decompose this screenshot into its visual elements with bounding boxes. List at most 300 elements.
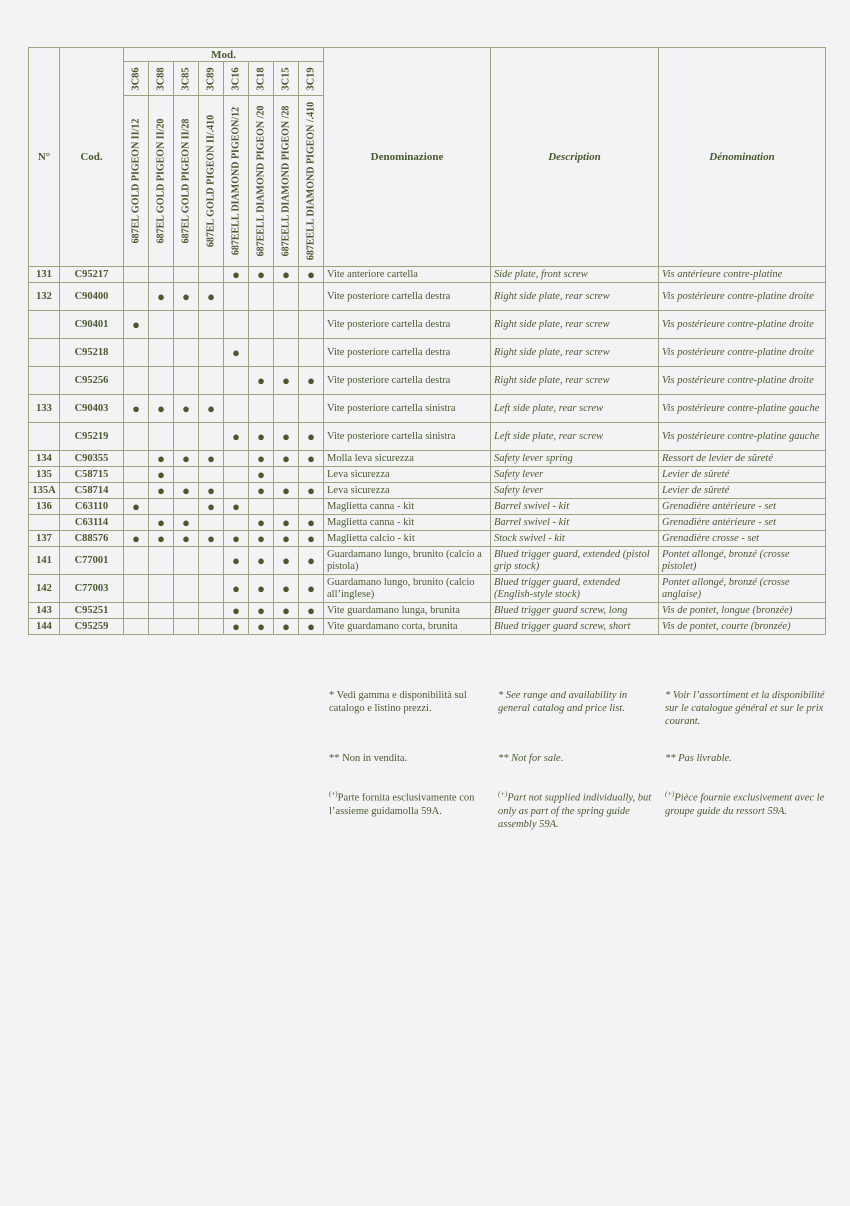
row-code: C77003 <box>60 575 124 603</box>
model-empty-cell <box>124 339 149 367</box>
model-dot-cell <box>224 499 249 515</box>
row-denomination: Vis postérieure contre-platine droite <box>659 339 826 367</box>
model-empty-cell <box>174 267 199 283</box>
row-denominazione: Vite anteriore cartella <box>324 267 491 283</box>
model-dot-cell <box>174 395 199 423</box>
model-dot-cell <box>224 603 249 619</box>
dot-icon: ● <box>132 317 140 332</box>
row-denomination: Vis postérieure contre-platine droite <box>659 311 826 339</box>
row-description: Blued trigger guard, extended (pistol grip stock) <box>491 547 659 575</box>
row-description: Safety lever <box>491 483 659 499</box>
dot-icon: ● <box>257 581 265 596</box>
model-dot-cell <box>199 531 224 547</box>
model-code: 3C86 <box>130 66 142 91</box>
dot-icon: ● <box>157 451 165 466</box>
row-code: C90400 <box>60 283 124 311</box>
row-denominazione: Maglietta canna - kit <box>324 499 491 515</box>
note-exclusive-text: Pièce fournie exclusivement avec le groupe guide du ressort 59A. <box>665 792 825 817</box>
note-not-for-sale: ** Pas livrable. <box>665 753 732 764</box>
row-num: 144 <box>29 619 60 635</box>
model-name-cell <box>149 96 174 267</box>
model-empty-cell <box>174 499 199 515</box>
row-denomination: Grenadière crosse - set <box>659 531 826 547</box>
dot-icon: ● <box>282 553 290 568</box>
note-not-for-sale: ** Not for sale. <box>498 753 564 764</box>
model-empty-cell <box>274 499 299 515</box>
model-empty-cell <box>149 367 174 395</box>
note-marker: (+) <box>498 790 508 798</box>
dot-icon: ● <box>232 267 240 282</box>
row-denomination: Pontet allongé, bronzé (crosse anglaise) <box>659 575 826 603</box>
row-code: C95219 <box>60 423 124 451</box>
model-empty-cell <box>174 311 199 339</box>
model-empty-cell <box>174 467 199 483</box>
model-empty-cell <box>224 467 249 483</box>
dot-icon: ● <box>282 429 290 444</box>
dot-icon: ● <box>257 429 265 444</box>
model-empty-cell <box>299 467 324 483</box>
model-dot-cell <box>224 267 249 283</box>
row-description: Left side plate, rear screw <box>491 423 659 451</box>
dot-icon: ● <box>282 515 290 530</box>
model-empty-cell <box>174 547 199 575</box>
dot-icon: ● <box>232 603 240 618</box>
model-name: 687EELL DIAMOND PIGEON /20 <box>255 105 267 257</box>
model-empty-cell <box>174 575 199 603</box>
row-denominazione: Vite posteriore cartella destra <box>324 283 491 311</box>
model-dot-cell <box>224 619 249 635</box>
dot-icon: ● <box>157 467 165 482</box>
row-code: C63114 <box>60 515 124 531</box>
model-empty-cell <box>199 603 224 619</box>
header-denomination: Dénomination <box>659 48 826 267</box>
model-dot-cell <box>174 483 199 499</box>
dot-icon: ● <box>307 603 315 618</box>
table-row <box>29 423 826 451</box>
model-name: 687EELL DIAMOND PIGEON/12 <box>230 106 242 256</box>
dot-icon: ● <box>307 373 315 388</box>
dot-icon: ● <box>232 429 240 444</box>
note-range: * Voir l’assortiment et la disponibilité sur le catalogue général et sur le prix courant. <box>665 690 825 727</box>
dot-icon: ● <box>307 451 315 466</box>
row-denominazione: Guardamano lungo, brunito (calcio a pistola) <box>324 547 491 575</box>
model-dot-cell <box>274 515 299 531</box>
model-empty-cell <box>224 283 249 311</box>
dot-icon: ● <box>282 451 290 466</box>
row-denominazione: Guardamano lungo, brunito (calcio all’inglese) <box>324 575 491 603</box>
row-num: 143 <box>29 603 60 619</box>
row-description: Left side plate, rear screw <box>491 395 659 423</box>
row-num: 133 <box>29 395 60 423</box>
row-code: C58714 <box>60 483 124 499</box>
model-dot-cell <box>224 575 249 603</box>
dot-icon: ● <box>157 531 165 546</box>
row-num: 134 <box>29 451 60 467</box>
model-dot-cell <box>149 283 174 311</box>
dot-icon: ● <box>257 515 265 530</box>
table-body <box>29 267 826 635</box>
dot-icon: ● <box>207 289 215 304</box>
row-denomination: Vis postérieure contre-platine droite <box>659 367 826 395</box>
model-name-cell <box>174 96 199 267</box>
dot-icon: ● <box>182 451 190 466</box>
row-description: Blued trigger guard, extended (English-style stock) <box>491 575 659 603</box>
header-description: Description <box>491 48 659 267</box>
model-dot-cell <box>249 515 274 531</box>
table-row <box>29 619 826 635</box>
model-empty-cell <box>199 619 224 635</box>
model-empty-cell <box>149 499 174 515</box>
dot-icon: ● <box>157 289 165 304</box>
model-empty-cell <box>224 395 249 423</box>
model-empty-cell <box>199 339 224 367</box>
model-empty-cell <box>149 267 174 283</box>
row-code: C90401 <box>60 311 124 339</box>
row-code: C88576 <box>60 531 124 547</box>
dot-icon: ● <box>182 483 190 498</box>
row-description: Barrel swivel - kit <box>491 499 659 515</box>
model-dot-cell <box>199 451 224 467</box>
dot-icon: ● <box>307 429 315 444</box>
row-denominazione: Molla leva sicurezza <box>324 451 491 467</box>
model-name: 687EL GOLD PIGEON II/28 <box>180 118 192 244</box>
model-empty-cell <box>124 467 149 483</box>
model-empty-cell <box>199 267 224 283</box>
model-dot-cell <box>124 311 149 339</box>
model-empty-cell <box>174 339 199 367</box>
table-row <box>29 531 826 547</box>
dot-icon: ● <box>132 401 140 416</box>
dot-icon: ● <box>257 553 265 568</box>
row-denominazione: Vite posteriore cartella destra <box>324 339 491 367</box>
dot-icon: ● <box>307 619 315 634</box>
model-dot-cell <box>199 499 224 515</box>
model-code-cell <box>174 62 199 96</box>
table-row <box>29 367 826 395</box>
model-dot-cell <box>249 451 274 467</box>
row-denominazione: Maglietta canna - kit <box>324 515 491 531</box>
row-num: 137 <box>29 531 60 547</box>
dot-icon: ● <box>207 401 215 416</box>
dot-icon: ● <box>232 531 240 546</box>
model-dot-cell <box>249 547 274 575</box>
model-code-cell <box>199 62 224 96</box>
dot-icon: ● <box>232 499 240 514</box>
row-num: 131 <box>29 267 60 283</box>
row-description: Right side plate, rear screw <box>491 339 659 367</box>
dot-icon: ● <box>207 451 215 466</box>
table-row <box>29 603 826 619</box>
dot-icon: ● <box>307 483 315 498</box>
model-dot-cell <box>299 451 324 467</box>
dot-icon: ● <box>232 553 240 568</box>
note-marker: (+) <box>665 790 675 798</box>
row-code: C95217 <box>60 267 124 283</box>
row-description: Stock swivel - kit <box>491 531 659 547</box>
model-name-cell <box>299 96 324 267</box>
row-code: C95259 <box>60 619 124 635</box>
row-description: Right side plate, rear screw <box>491 283 659 311</box>
model-dot-cell <box>224 423 249 451</box>
dot-icon: ● <box>307 267 315 282</box>
row-denomination: Grenadière antérieure - set <box>659 515 826 531</box>
model-empty-cell <box>299 395 324 423</box>
model-dot-cell <box>149 451 174 467</box>
dot-icon: ● <box>157 401 165 416</box>
dot-icon: ● <box>282 267 290 282</box>
model-name: 687EL GOLD PIGEON II/20 <box>155 118 167 244</box>
model-code-cell <box>249 62 274 96</box>
model-dot-cell <box>199 395 224 423</box>
model-dot-cell <box>249 483 274 499</box>
header-cod: Cod. <box>60 48 124 267</box>
header-mod: Mod. <box>124 48 324 62</box>
model-dot-cell <box>224 531 249 547</box>
model-name: 687EELL DIAMOND PIGEON /.410 <box>305 101 317 261</box>
row-num <box>29 339 60 367</box>
model-dot-cell <box>249 367 274 395</box>
header-num: N° <box>29 48 60 267</box>
row-code: C63110 <box>60 499 124 515</box>
table-row <box>29 283 826 311</box>
table-row <box>29 575 826 603</box>
model-dot-cell <box>174 515 199 531</box>
row-code: C77001 <box>60 547 124 575</box>
row-num: 136 <box>29 499 60 515</box>
dot-icon: ● <box>157 483 165 498</box>
model-empty-cell <box>249 395 274 423</box>
model-dot-cell <box>249 423 274 451</box>
model-dot-cell <box>274 619 299 635</box>
row-code: C95218 <box>60 339 124 367</box>
dot-icon: ● <box>307 553 315 568</box>
dot-icon: ● <box>282 619 290 634</box>
row-denomination: Ressort de levier de sûreté <box>659 451 826 467</box>
model-dot-cell <box>299 515 324 531</box>
table-row <box>29 451 826 467</box>
dot-icon: ● <box>257 467 265 482</box>
row-denomination: Vis postérieure contre-platine gauche <box>659 395 826 423</box>
model-dot-cell <box>299 267 324 283</box>
row-denominazione: Maglietta calcio - kit <box>324 531 491 547</box>
note-marker: (+) <box>329 790 338 798</box>
model-dot-cell <box>224 547 249 575</box>
model-dot-cell <box>299 531 324 547</box>
model-empty-cell <box>124 451 149 467</box>
model-empty-cell <box>149 339 174 367</box>
note-exclusive <box>665 788 825 818</box>
note-exclusive <box>498 788 654 831</box>
dot-icon: ● <box>257 267 265 282</box>
row-description: Side plate, front screw <box>491 267 659 283</box>
model-dot-cell <box>249 531 274 547</box>
row-denominazione: Vite posteriore cartella sinistra <box>324 395 491 423</box>
model-dot-cell <box>274 575 299 603</box>
dot-icon: ● <box>307 531 315 546</box>
row-num <box>29 311 60 339</box>
row-description: Barrel swivel - kit <box>491 515 659 531</box>
model-dot-cell <box>124 531 149 547</box>
model-empty-cell <box>124 423 149 451</box>
model-dot-cell <box>149 467 174 483</box>
row-code: C58715 <box>60 467 124 483</box>
dot-icon: ● <box>282 603 290 618</box>
note-exclusive <box>329 788 489 818</box>
row-denominazione: Vite posteriore cartella sinistra <box>324 423 491 451</box>
model-dot-cell <box>174 283 199 311</box>
model-name: 687EL GOLD PIGEON II/12 <box>130 118 142 244</box>
dot-icon: ● <box>182 515 190 530</box>
model-empty-cell <box>149 619 174 635</box>
table-row <box>29 483 826 499</box>
row-description: Safety lever spring <box>491 451 659 467</box>
model-empty-cell <box>274 467 299 483</box>
model-code: 3C16 <box>230 66 242 91</box>
model-empty-cell <box>299 311 324 339</box>
dot-icon: ● <box>257 603 265 618</box>
note-range: * See range and availability in general catalog and price list. <box>498 690 628 714</box>
row-denomination: Vis de pontet, longue (bronzée) <box>659 603 826 619</box>
model-dot-cell <box>149 515 174 531</box>
model-code-cell <box>299 62 324 96</box>
model-dot-cell <box>149 395 174 423</box>
header-denominazione: Denominazione <box>324 48 491 267</box>
model-dot-cell <box>199 283 224 311</box>
dot-icon: ● <box>207 531 215 546</box>
dot-icon: ● <box>182 289 190 304</box>
model-name-cell <box>124 96 149 267</box>
row-denomination: Vis antérieure contre-platine <box>659 267 826 283</box>
model-empty-cell <box>199 367 224 395</box>
model-empty-cell <box>149 423 174 451</box>
row-denomination: Vis postérieure contre-platine gauche <box>659 423 826 451</box>
table-row <box>29 339 826 367</box>
dot-icon: ● <box>282 531 290 546</box>
model-empty-cell <box>199 515 224 531</box>
row-denominazione: Vite posteriore cartella destra <box>324 367 491 395</box>
model-code: 3C18 <box>255 66 267 91</box>
dot-icon: ● <box>182 401 190 416</box>
model-dot-cell <box>299 367 324 395</box>
model-dot-cell <box>299 483 324 499</box>
model-dot-cell <box>199 483 224 499</box>
row-denominazione: Vite posteriore cartella destra <box>324 311 491 339</box>
model-empty-cell <box>124 619 149 635</box>
row-denominazione: Leva sicurezza <box>324 483 491 499</box>
model-empty-cell <box>124 603 149 619</box>
model-empty-cell <box>124 283 149 311</box>
dot-icon: ● <box>232 619 240 634</box>
model-dot-cell <box>299 547 324 575</box>
model-empty-cell <box>299 339 324 367</box>
dot-icon: ● <box>207 499 215 514</box>
model-dot-cell <box>174 451 199 467</box>
model-dot-cell <box>274 603 299 619</box>
model-dot-cell <box>249 267 274 283</box>
model-empty-cell <box>174 423 199 451</box>
row-denominazione: Vite guardamano lunga, brunita <box>324 603 491 619</box>
model-code: 3C89 <box>205 66 217 91</box>
model-dot-cell <box>274 367 299 395</box>
model-empty-cell <box>224 483 249 499</box>
row-num <box>29 515 60 531</box>
model-name-cell <box>224 96 249 267</box>
row-denominazione: Leva sicurezza <box>324 467 491 483</box>
model-empty-cell <box>124 515 149 531</box>
model-dot-cell <box>274 267 299 283</box>
row-description: Right side plate, rear screw <box>491 367 659 395</box>
dot-icon: ● <box>232 345 240 360</box>
model-dot-cell <box>174 531 199 547</box>
dot-icon: ● <box>307 515 315 530</box>
model-empty-cell <box>274 339 299 367</box>
dot-icon: ● <box>257 619 265 634</box>
model-empty-cell <box>124 547 149 575</box>
row-num: 141 <box>29 547 60 575</box>
dot-icon: ● <box>132 499 140 514</box>
model-dot-cell <box>224 339 249 367</box>
row-denomination: Vis postérieure contre-platine droite <box>659 283 826 311</box>
row-denomination: Grenadière antérieure - set <box>659 499 826 515</box>
model-code-cell <box>124 62 149 96</box>
model-empty-cell <box>149 575 174 603</box>
row-description: Safety lever <box>491 467 659 483</box>
model-dot-cell <box>299 575 324 603</box>
model-empty-cell <box>124 367 149 395</box>
model-empty-cell <box>199 547 224 575</box>
row-description: Blued trigger guard screw, long <box>491 603 659 619</box>
model-dot-cell <box>149 483 174 499</box>
model-empty-cell <box>274 283 299 311</box>
dot-icon: ● <box>257 451 265 466</box>
dot-icon: ● <box>257 373 265 388</box>
model-code-cell <box>224 62 249 96</box>
model-name-cell <box>199 96 224 267</box>
table-row <box>29 515 826 531</box>
model-dot-cell <box>124 499 149 515</box>
table-row <box>29 499 826 515</box>
note-not-for-sale: ** Non in vendita. <box>329 753 408 764</box>
model-empty-cell <box>124 483 149 499</box>
model-dot-cell <box>249 575 274 603</box>
model-empty-cell <box>199 575 224 603</box>
model-name-cell <box>274 96 299 267</box>
model-empty-cell <box>249 311 274 339</box>
model-dot-cell <box>249 467 274 483</box>
model-empty-cell <box>149 311 174 339</box>
note-range: * Vedi gamma e disponibilità sul catalogo e listino prezzi. <box>329 690 467 714</box>
model-name: 687EL GOLD PIGEON II/.410 <box>205 114 217 248</box>
row-denomination: Pontet allongé, bronzé (crosse pistolet) <box>659 547 826 575</box>
row-num: 132 <box>29 283 60 311</box>
dot-icon: ● <box>257 531 265 546</box>
row-denomination: Vis de pontet, courte (bronzée) <box>659 619 826 635</box>
model-dot-cell <box>274 451 299 467</box>
model-name-cell <box>249 96 274 267</box>
table-row <box>29 395 826 423</box>
row-num: 142 <box>29 575 60 603</box>
dot-icon: ● <box>207 483 215 498</box>
model-empty-cell <box>199 311 224 339</box>
table-row <box>29 267 826 283</box>
model-empty-cell <box>274 395 299 423</box>
model-dot-cell <box>274 483 299 499</box>
model-empty-cell <box>199 467 224 483</box>
model-empty-cell <box>224 311 249 339</box>
dot-icon: ● <box>307 581 315 596</box>
model-empty-cell <box>174 603 199 619</box>
model-code-cell <box>274 62 299 96</box>
